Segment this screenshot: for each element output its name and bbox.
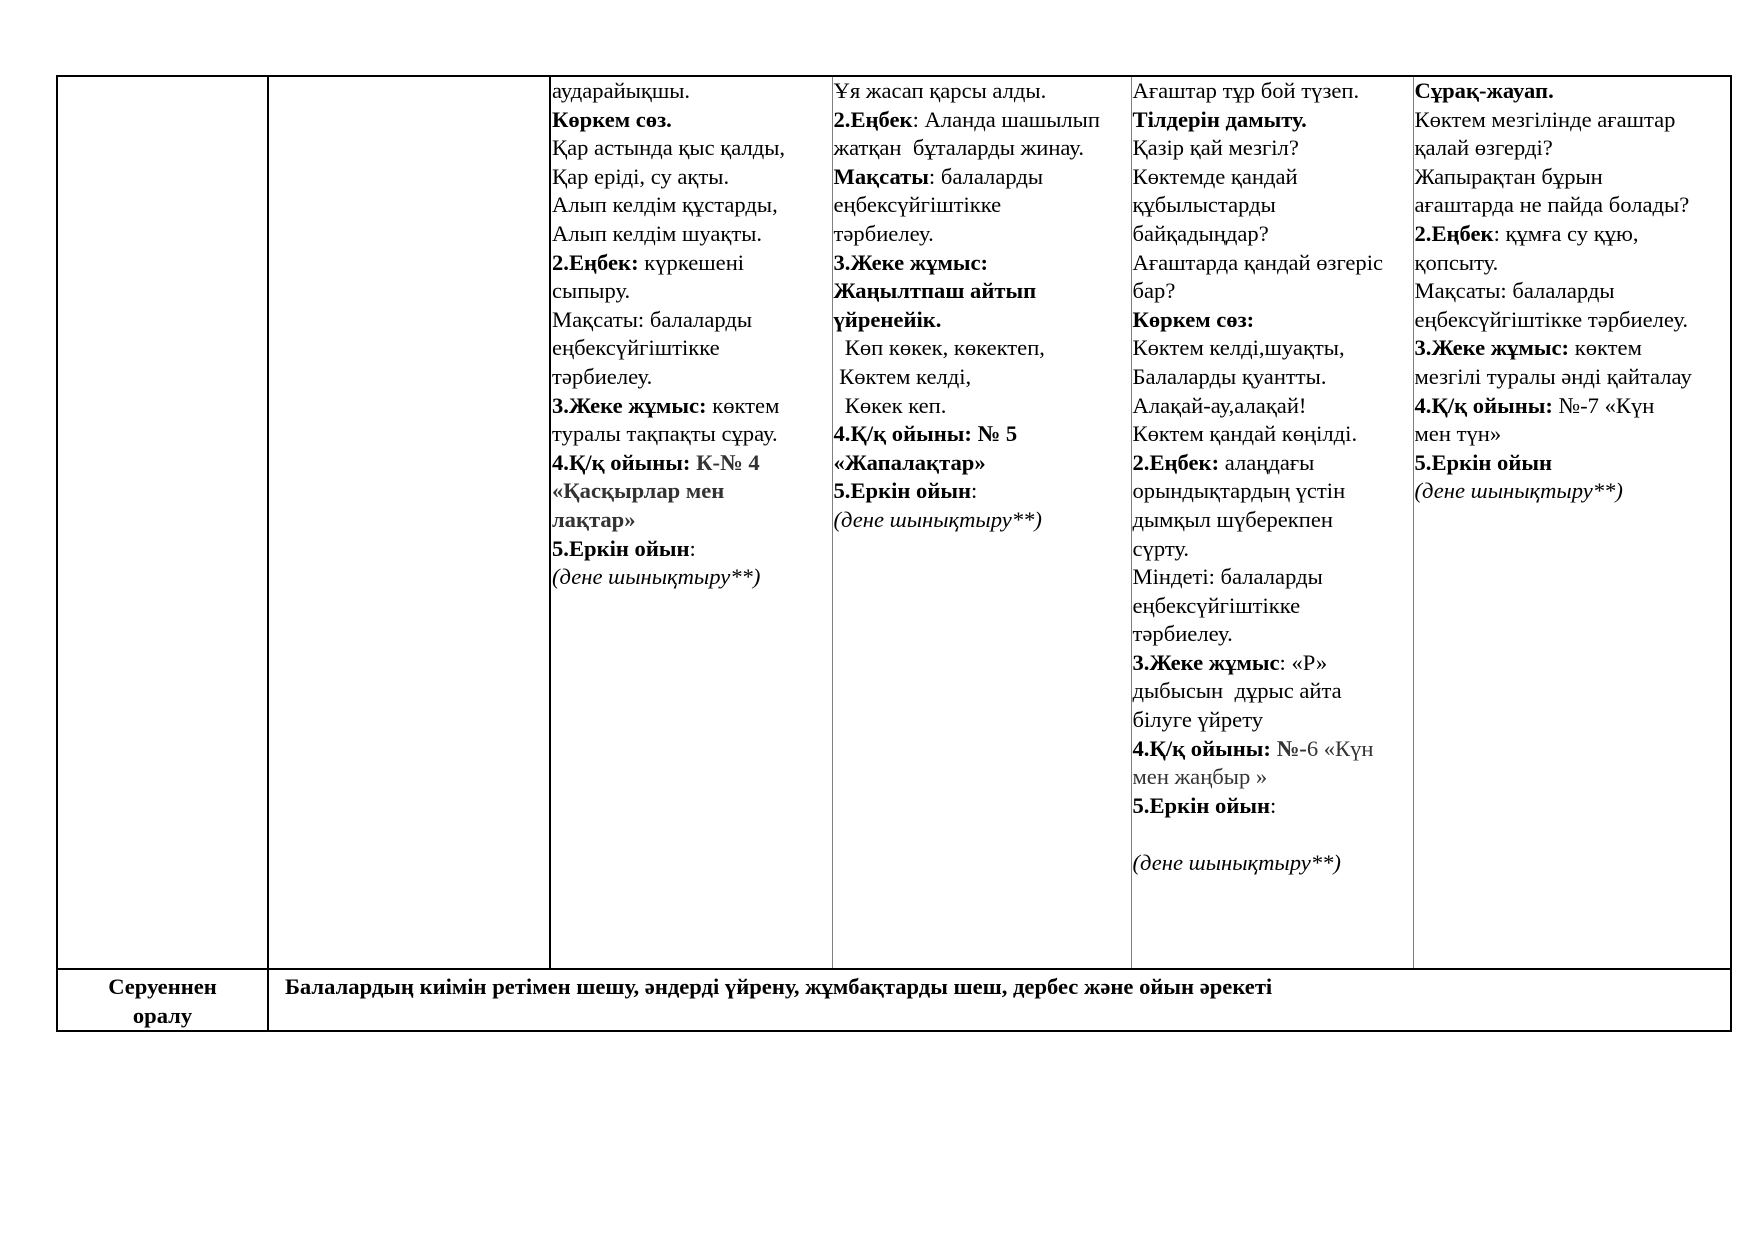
text-segment: тәрбиелеу. [833,220,934,246]
text-segment: : балаларды [928,163,1044,189]
text-segment: (дене шынықтыру**) [833,506,1042,532]
walk-activities-row [57,76,1731,969]
text-segment: 3.Жеке жұмыс: [552,392,707,418]
text-line [834,277,1131,306]
text-line [834,163,1131,192]
text-line [834,334,1131,363]
text-segment: Көркем сөз: [1132,306,1255,332]
text-line [1133,706,1413,735]
text-segment: Ағаштар тұр бой түзеп. [1132,78,1360,103]
text-segment: : [971,478,978,504]
text-line [834,363,1131,392]
text-line [552,277,832,306]
text-segment: мезгілі туралы әнді қайталау [1414,363,1692,389]
text-line [1415,477,1731,506]
text-line [1133,677,1413,706]
text-line [834,477,1131,506]
text-line [552,420,832,449]
text-line [1415,77,1731,106]
text-segment: 3.Жеке жұмыс [1132,649,1280,675]
text-line [1133,334,1413,363]
text-line [834,306,1131,335]
text-segment: : құмға су құю, [1493,220,1639,246]
text-segment: Көктем келді,шуақты, [1132,335,1345,361]
activity-text-3 [1132,77,1413,878]
text-segment: еңбексүйгіштікке [1132,592,1301,618]
text-segment: тәрбиелеу. [1132,621,1233,647]
text-segment: Мақсаты: балаларды [1414,278,1615,304]
text-line [1133,363,1413,392]
activity-text-1 [551,77,832,592]
text-segment: 4.Қ/қ ойыны: № 5 [833,421,1018,447]
text-segment: алаңдағы [1219,449,1315,475]
text-segment: Ұя жасап қарсы алды. [833,78,1047,103]
return-label [58,970,267,1030]
text-line [1415,392,1731,421]
text-segment: Жаңылтпаш айтып [833,278,1037,304]
return-label-line1: Серуеннен [108,974,217,999]
text-segment: 5.Еркін ойын [552,535,690,561]
text-segment: 2.Еңбек [833,106,913,132]
text-line [552,535,832,564]
text-line [552,106,832,135]
text-segment: Мақсаты [833,163,929,189]
text-segment: көктем [706,392,780,418]
text-line [552,449,832,478]
text-segment: Қазір қай мезгіл? [1132,135,1299,161]
text-segment: Көктемде қандай [1132,163,1298,189]
text-segment: 5.Еркін ойын [1414,449,1553,475]
text-line [1133,191,1413,220]
text-segment: Көркем сөз. [552,106,672,132]
text-segment: білуге үйрету [1132,707,1264,733]
text-line [1415,449,1731,478]
text-line [1133,306,1413,335]
text-segment: Міндеті: балаларды [1132,564,1323,590]
text-line [834,249,1131,278]
text-segment: : «Р» [1279,649,1328,675]
text-segment: (дене шынықтыру**) [1414,478,1623,504]
text-segment: туралы тақпақты сұрау. [552,421,778,447]
text-line [834,506,1131,535]
text-segment: 4.Қ/қ ойыны: [1132,735,1271,761]
text-segment: дымқыл шүберекпен [1132,506,1333,532]
text-line [552,191,832,220]
text-segment: 3.Жеке жұмыс: [833,249,989,275]
text-line [1133,735,1413,764]
text-segment: Көп көкек, көкектеп, [833,335,1045,361]
text-segment: сүрту. [1132,535,1190,561]
text-segment: 5.Еркін ойын [1132,792,1271,818]
activity-cell-2 [832,76,1131,969]
text-segment: бар? [1132,278,1176,304]
text-line [552,563,832,592]
text-segment: : [1270,792,1277,818]
text-line [1133,420,1413,449]
activity-cell-4 [1413,76,1731,969]
text-segment: Қар астында қыс қалды, [552,135,786,161]
text-line [1133,134,1413,163]
text-line [1415,134,1731,163]
text-line [834,134,1131,163]
text-segment: байқадыңдар? [1132,220,1269,246]
text-segment: 3.Жеке жұмыс: [1414,335,1570,361]
empty-cell [268,76,550,969]
text-segment: : Аланда шашылып [912,106,1100,132]
text-line [834,191,1131,220]
text-segment: №-7 «Күн [1552,392,1655,418]
text-line [1133,249,1413,278]
text-segment: лақтар» [552,506,636,532]
text-segment: аударайықшы. [552,78,691,103]
text-segment: Алып келдім құстарды, [552,192,778,218]
text-line [552,77,832,106]
text-line [834,449,1131,478]
text-segment: К-№ 4 [690,449,760,475]
text-segment: (дене шынықтыру**) [1132,850,1341,876]
text-segment: мен түн» [1414,421,1502,447]
activity-text-2 [833,77,1131,535]
text-line [1133,763,1413,792]
text-segment: Сұрақ-жауап. [1414,78,1554,103]
text-line [1415,191,1731,220]
text-segment: 2.Еңбек [1414,220,1494,246]
text-segment: мен жаңбыр » [1132,764,1268,790]
text-segment: еңбексүйгіштікке [833,192,1002,218]
text-segment: (дене шынықтыру**) [552,564,761,590]
text-line [1133,792,1413,821]
text-line [1133,277,1413,306]
text-segment: Көктем келді, [833,363,972,389]
text-segment: Көкек кеп. [833,392,947,418]
text-line [1133,535,1413,564]
text-segment: Жапырақтан бұрын [1414,163,1603,189]
text-line [834,77,1131,106]
text-segment: Алақай-ау,алақай! [1132,392,1307,418]
text-line [552,134,832,163]
text-line [1415,277,1731,306]
return-label-line2: оралу [132,1002,193,1028]
text-segment: сыпыру. [552,278,631,304]
text-line [1133,506,1413,535]
text-segment: 4.Қ/қ ойыны: [1414,392,1553,418]
lesson-plan-table [56,75,1732,1032]
text-line [1415,163,1731,192]
text-segment: Көктем қандай көңілді. [1132,421,1358,447]
text-segment: №- [1270,735,1307,761]
text-line [834,106,1131,135]
text-segment: 5.Еркін ойын [833,478,972,504]
text-segment: Ағаштарда қандай өзгеріс [1132,249,1384,275]
text-segment: «Қасқырлар мен [552,478,725,504]
return-from-walk-row [57,969,1731,1031]
text-segment: көктем [1569,335,1642,361]
text-line [834,420,1131,449]
text-line [552,506,832,535]
text-segment: 6 «Күн [1306,735,1374,761]
text-line [1415,220,1731,249]
text-segment: 2.Еңбек: [1132,449,1220,475]
text-segment: жатқан бұталарды жинау. [833,135,1084,161]
text-segment: еңбексүйгіштікке тәрбиелеу. [1414,306,1689,332]
text-line [1133,649,1413,678]
return-description: Балалардың киімін ретімен шешу, әндерді үйрену, жұмбақтарды шеш, дербес және ойын әрекеті [285,974,1273,999]
text-line [1133,77,1413,106]
text-line [1415,334,1731,363]
text-line [552,363,832,392]
text-segment: үйренейік. [833,306,942,332]
text-segment: тәрбиелеу. [552,363,653,389]
text-line [552,220,832,249]
text-segment: Тілдерін дамыту. [1132,106,1307,132]
activity-cell-3 [1131,76,1413,969]
text-line [834,392,1131,421]
text-line [1133,563,1413,592]
text-segment: қалай өзгерді? [1414,135,1553,161]
text-line [1415,363,1731,392]
text-line [1133,106,1413,135]
section-label-cell [57,76,268,969]
text-segment: Алып келдім шуақты. [552,220,763,246]
text-segment: 4.Қ/қ ойыны: [552,449,691,475]
return-label-cell [57,969,268,1031]
text-line [1415,249,1731,278]
text-segment: дыбысын дұрыс айта [1132,678,1342,704]
text-line [552,163,832,192]
text-line [1415,106,1731,135]
text-segment: орындықтардың үстін [1132,478,1346,504]
text-segment: Көктем мезгілінде ағаштар [1414,106,1676,132]
activity-cell-1 [550,76,832,969]
text-line [552,392,832,421]
text-line [1133,820,1413,849]
text-line [1133,849,1413,878]
text-line [1133,592,1413,621]
text-line [1133,620,1413,649]
text-segment: күркешені [638,249,745,275]
text-line [1415,420,1731,449]
text-line [1133,392,1413,421]
text-segment: ағаштарда не пайда болады? [1414,192,1690,218]
text-line [834,220,1131,249]
text-line [1133,163,1413,192]
return-description-cell [268,969,1731,1031]
text-line [1133,477,1413,506]
text-line [1133,449,1413,478]
text-segment: Балаларды қуантты. [1132,363,1327,389]
text-line [1415,306,1731,335]
text-line [1133,220,1413,249]
text-line [552,477,832,506]
text-line [552,306,832,335]
text-segment: 2.Еңбек: [552,249,639,275]
text-segment: : [689,535,696,561]
text-line [552,249,832,278]
activity-text-4 [1414,77,1731,506]
text-segment: «Жапалақтар» [833,449,986,475]
text-segment: еңбексүйгіштікке [552,335,720,361]
text-segment: Мақсаты: балаларды [552,306,753,332]
text-line [552,334,832,363]
text-segment: қопсыту. [1414,249,1499,275]
text-segment: құбылыстарды [1132,192,1276,218]
text-segment: Қар еріді, су ақты. [552,163,730,189]
